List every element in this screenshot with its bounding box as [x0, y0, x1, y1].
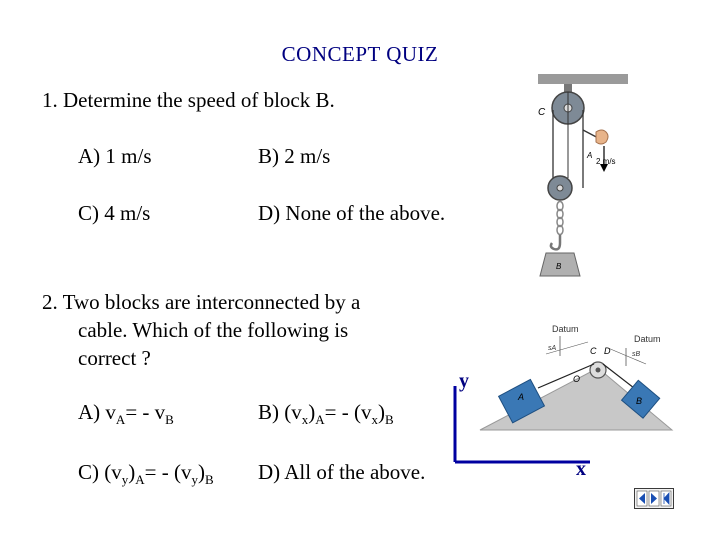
lower-pulley-hub	[557, 185, 563, 191]
q2-option-b[interactable]: B) $(v_x)_A= - (v_x)_B$	[258, 400, 394, 428]
label-d: D	[604, 346, 611, 356]
label-a: A	[518, 392, 525, 402]
question-2-line-2: cable. Which of the following is	[78, 318, 349, 342]
speed-label: 2 m/s	[596, 157, 616, 166]
datum-label-right: Datum	[634, 334, 661, 344]
label-c: C	[538, 107, 546, 118]
label-b: B	[556, 262, 562, 271]
pulley-figure	[530, 70, 660, 282]
label-c: C	[590, 346, 597, 356]
q1-option-c[interactable]: C) 4 m/s	[78, 201, 151, 225]
incline-figure	[476, 318, 676, 436]
pulley-hub	[596, 368, 601, 373]
hook-icon	[551, 235, 560, 249]
q1-option-b[interactable]: B) 2 m/s	[258, 144, 331, 168]
q2-option-d[interactable]: D) All of the above.	[258, 460, 426, 484]
question-2-line-3: correct ?	[78, 346, 151, 370]
hand-icon	[596, 130, 608, 144]
label-o: O	[573, 374, 581, 384]
question-1-text: 1. Determine the speed of block B.	[42, 88, 335, 112]
q1-option-d[interactable]: D) None of the above.	[258, 201, 446, 225]
q2-option-c[interactable]: C) $(v_y)_A= - (v_y)_B$	[78, 460, 214, 488]
ceiling-support	[538, 74, 628, 84]
question-2-line-1: 2. Two blocks are interconnected by a	[42, 290, 361, 314]
y-axis-label: y	[459, 370, 469, 392]
slide-title: CONCEPT QUIZ	[281, 42, 439, 66]
chain	[557, 202, 563, 235]
q2-option-a[interactable]: A) $v_A= - v_B$	[78, 400, 174, 428]
x-axis-label: x	[576, 458, 586, 480]
navigation-arrows-icon[interactable]	[636, 490, 672, 507]
label-sa: sA	[548, 345, 557, 352]
label-b: B	[636, 396, 643, 406]
datum-label-left: Datum	[552, 324, 579, 334]
label-a: A	[587, 151, 593, 160]
label-sb: sB	[632, 351, 641, 358]
q1-option-a[interactable]: A) 1 m/s	[78, 144, 152, 168]
dimension-sb	[608, 348, 646, 364]
nav-controls	[634, 488, 674, 509]
